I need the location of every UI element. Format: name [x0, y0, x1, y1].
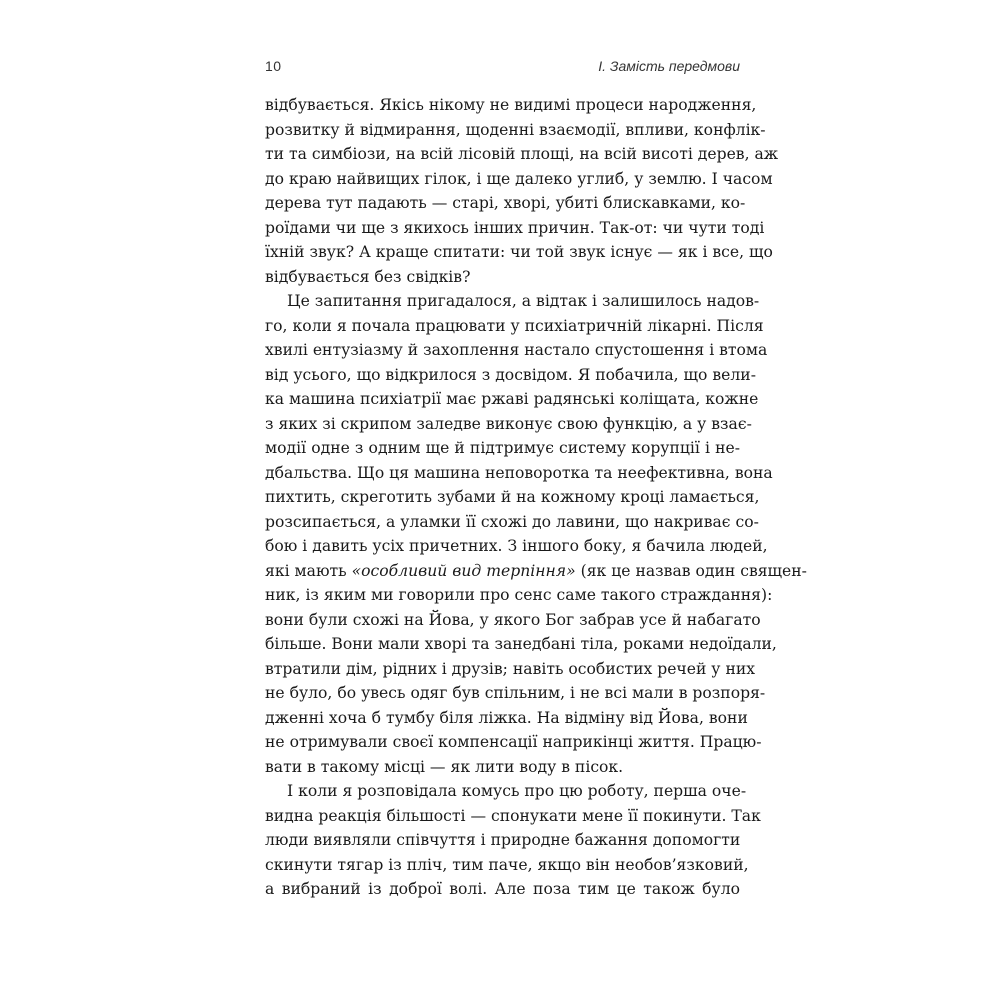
text-line: не було, бо увесь одяг був спільним, і не всі мали в розпоря-: [265, 684, 766, 702]
text-line: їхній звук? А краще спитати: чи той звук існує — як і все, що: [265, 243, 773, 261]
text-line-with-italic: [265, 559, 807, 584]
text-line: пихтить, скреготить зубами й на кожному кроці ламається,: [265, 488, 760, 506]
body-text: [265, 93, 807, 902]
section-title: І. Замість передмови: [598, 58, 740, 74]
text-line: вони були схожі на Йова, у якого Бог забрав усе й набагато: [265, 610, 761, 629]
text-line: дерева тут падають — старі, хворі, убиті блискавками, ко-: [265, 194, 746, 212]
text-line: хвилі ентузіазму й захоплення настало спустошення і втома: [265, 341, 768, 359]
text-line: модії одне з одним ще й підтримує систему корупції і не-: [265, 439, 740, 457]
text-line: вати в такому місці — як лити воду в пісок.: [265, 757, 624, 776]
page-number: 10: [265, 58, 282, 74]
text-line: ка машина психіатрії має ржаві радянські коліщата, кожне: [265, 390, 759, 408]
text-line: з яких зі скрипом заледве виконує свою функцію, а у взає-: [265, 414, 752, 433]
line-part: (як це назвав один священ-: [575, 561, 807, 580]
text-line: го, коли я почала працювати у психіатричній лікарні. Після: [265, 316, 764, 335]
text-line: І коли я розповідала комусь про цю роботу, перша оче-: [287, 782, 747, 800]
text-line: дженні хоча б тумбу біля ліжка. На відміну від Йова, вони: [265, 708, 748, 727]
text-line: розсипається, а уламки її схожі до лавини, що накриває со-: [265, 512, 759, 531]
text-line: Це запитання пригадалося, а відтак і залишилось надов-: [287, 292, 760, 310]
text-line: ти та симбіози, на всій лісовій площі, на всій висоті дерев, аж: [265, 145, 779, 163]
text-line: від усього, що відкрилося з досвідом. Я побачила, що вели-: [265, 365, 756, 384]
text-line: більше. Вони мали хворі та занедбані тіла, роками недоїдали,: [265, 635, 777, 653]
text-line: до краю найвищих гілок, і ще далеко углиб, у землю. І часом: [265, 169, 773, 188]
text-line: розвитку й відмирання, щоденні взаємодії, впливи, конфлік-: [265, 120, 766, 139]
text-line: бою і давить усіх причетних. З іншого боку, я бачила людей,: [265, 537, 768, 555]
text-line: дбальства. Що ця машина неповоротка та неефективна, вона: [265, 463, 773, 482]
line-part: які мають: [265, 561, 352, 580]
text-line: втратили дім, рідних і друзів; навіть особистих речей у них: [265, 659, 756, 678]
text-line: ник, із яким ми говорили про сенс саме такого страждання):: [265, 586, 773, 604]
text-line: а вибраний із доброї волі. Але поза тим це також було: [265, 880, 740, 898]
text-line: скинути тягар із пліч, тим паче, якщо він необов’язковий,: [265, 855, 749, 874]
text-line: видна реакція більшості — спонукати мене її покинути. Так: [265, 806, 761, 825]
text-line: люди виявляли співчуття і природне бажання допомогти: [265, 831, 741, 849]
text-line: роїдами чи ще з якихось інших причин. Так-от: чи чути тоді: [265, 218, 765, 237]
text-line: відбувається без свідків?: [265, 267, 471, 286]
text-line: не отримували своєї компенсації наприкінці життя. Працю-: [265, 733, 762, 751]
running-head: [265, 58, 740, 82]
text-line: відбувається. Якісь нікому не видимі процеси народження,: [265, 96, 757, 114]
italic-quote: «особливий вид терпіння»: [351, 561, 576, 580]
